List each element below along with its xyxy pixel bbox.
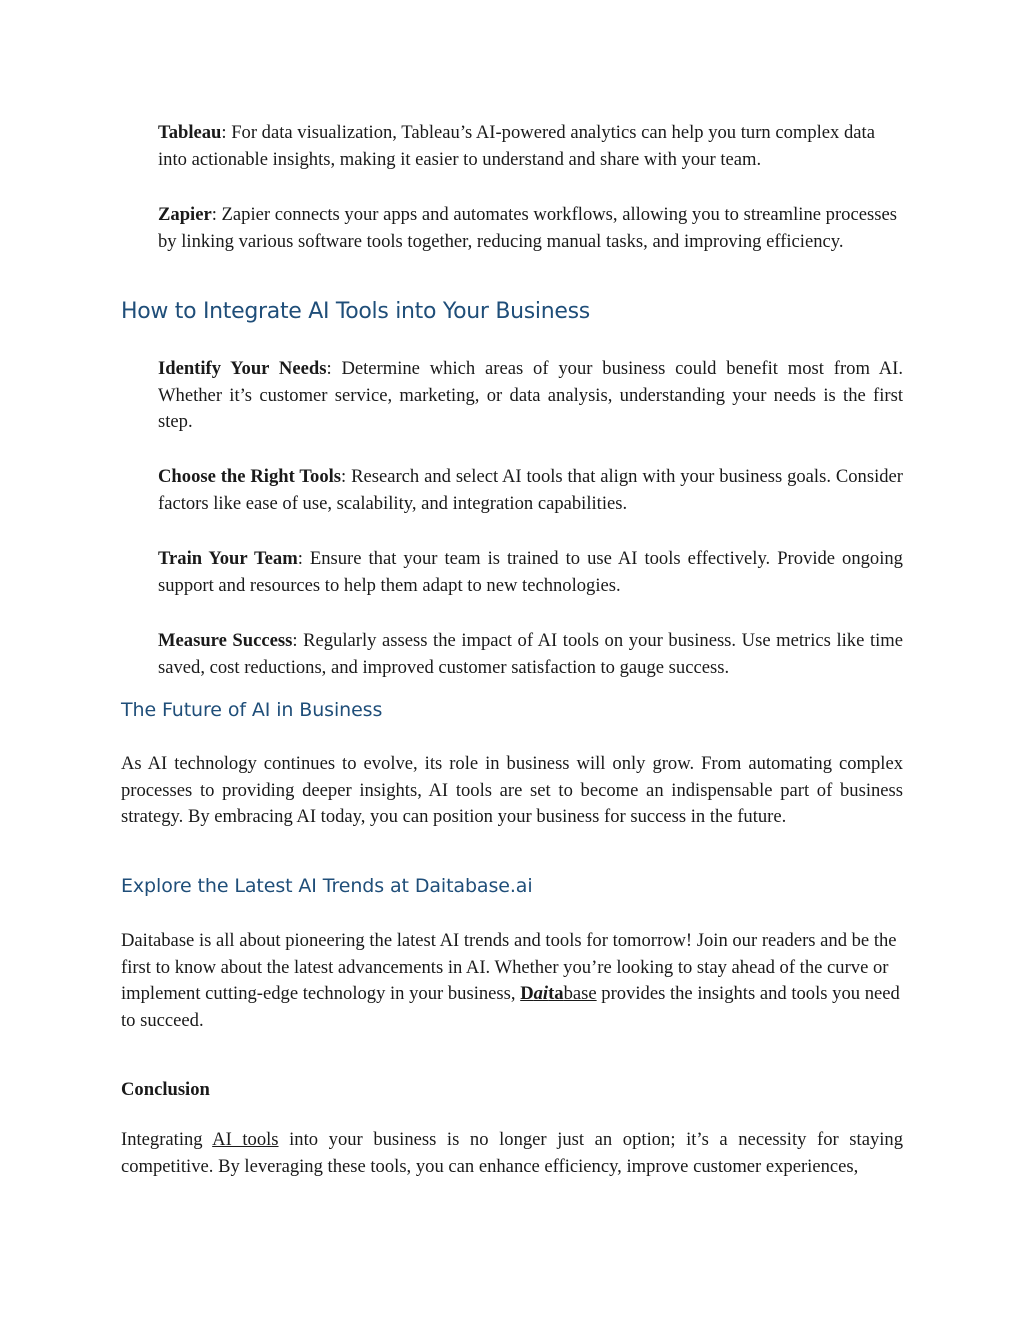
tableau-term: Tableau [158,122,222,143]
step-text: : Determine which areas of your business could benefit most from AI. Whether it’s customer service, marketing, or data analysis, understanding your needs is the first step. [158,358,903,433]
step-term: Choose the Right Tools [158,466,342,487]
step-text: : Regularly assess the impact of AI tools on your business. Use metrics like time saved, cost reductions, and improved customer satisfaction to gauge success. [158,630,903,678]
daitabase-link-part4: base [563,983,597,1005]
daitabase-link-part3: ta [548,983,564,1005]
ai-tools-link[interactable]: AI tools [212,1129,279,1150]
tableau-paragraph [158,120,903,173]
step-term: Measure Success [158,630,293,651]
step-text: : Research and select AI tools that align with your business goals. Consider factors like ease of use, scalability, and integration capabilities. [158,466,903,514]
zapier-paragraph [158,202,903,255]
daitabase-link-part1: D [520,983,534,1005]
step-term: Identify Your Needs [158,358,327,379]
explore-paragraph [121,928,903,1034]
integrate-heading: How to Integrate AI Tools into Your Business [121,299,590,324]
tableau-text: : For data visualization, Tableau’s AI-powered analytics can help you turn complex data into actionable insights, making it easier to understand and share with your team. [158,122,875,170]
step-train-team [158,546,903,599]
future-paragraph: As AI technology continues to evolve, its role in business will only grow. From automating complex processes to providing deeper insights, AI tools are set to become an indispensable part of business strategy. By embracing AI today, you can position your business for success in the future. [121,753,903,828]
explore-text-before: Daitabase is all about pioneering the latest AI trends and tools for tomorrow! Join our readers and be the first to know about the latest advancements in AI. Whether you’re looking to stay ahead of the curve or implement cutting-edge technology in your business, [121,930,897,1005]
conclusion-text-after: into your business is no longer just an option; it’s a necessity for staying competitive. By leveraging these tools, you can enhance efficiency, improve customer experiences, [121,1129,903,1177]
step-text: : Ensure that your team is trained to use AI tools effectively. Provide ongoing support and resources to help them adapt to new technologies. [158,548,903,596]
zapier-text: : Zapier connects your apps and automates workflows, allowing you to streamline processes by linking various software tools together, reducing manual tasks, and improving efficiency. [158,204,897,252]
daitabase-link-part2: ai [533,983,549,1005]
step-identify-needs [158,356,903,436]
daitabase-link[interactable] [520,983,596,1004]
explore-text-after: provides the insights and tools you need to succeed. [121,983,900,1031]
explore-heading: Explore the Latest AI Trends at Daitabase.ai [121,875,533,897]
step-term: Train Your Team [158,548,298,569]
future-heading: The Future of AI in Business [121,699,383,721]
conclusion-text-before: Integrating [121,1129,213,1150]
zapier-term: Zapier [158,204,212,225]
step-measure-success [158,628,903,681]
conclusion-title: Conclusion [121,1079,210,1100]
conclusion-paragraph [121,1127,903,1180]
step-choose-tools [158,464,903,517]
